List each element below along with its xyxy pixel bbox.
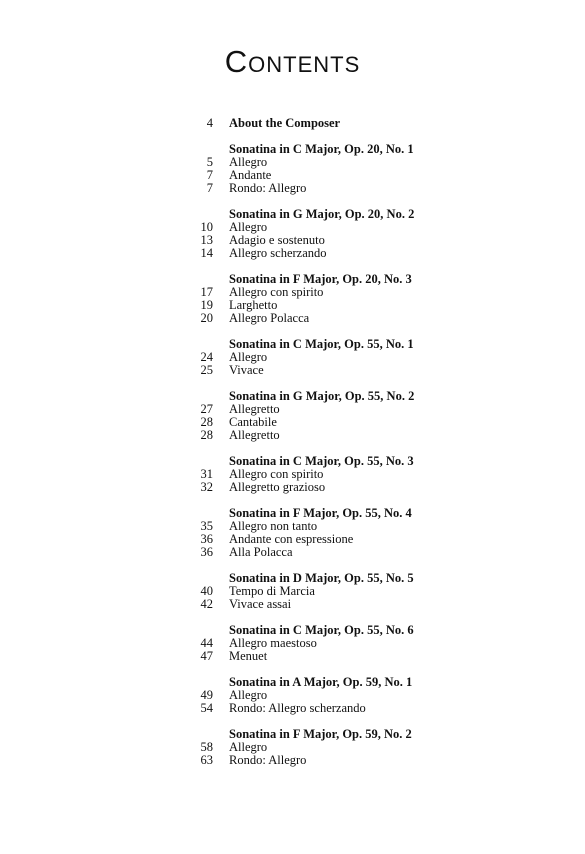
page-number: 27 bbox=[200, 402, 213, 416]
movement-title: Allegro bbox=[229, 220, 268, 234]
page-number: 49 bbox=[200, 688, 213, 702]
movement-title: Vivace assai bbox=[229, 597, 292, 611]
movement-title: Allegro bbox=[229, 740, 268, 754]
section-title: About the Composer bbox=[229, 116, 341, 130]
section-title: Sonatina in C Major, Op. 55, No. 6 bbox=[229, 623, 414, 637]
section-title: Sonatina in D Major, Op. 55, No. 5 bbox=[229, 571, 414, 585]
page-number: 44 bbox=[200, 636, 213, 650]
page-number: 28 bbox=[200, 415, 213, 429]
page-number: 7 bbox=[206, 181, 213, 195]
section-title: Sonatina in F Major, Op. 55, No. 4 bbox=[229, 506, 412, 520]
movement-title: Adagio e sostenuto bbox=[229, 233, 325, 247]
movement-title: Vivace bbox=[229, 363, 264, 377]
page-number: 14 bbox=[200, 246, 213, 260]
toc-entry bbox=[0, 402, 585, 416]
page-number: 47 bbox=[200, 649, 213, 663]
toc-section-heading bbox=[0, 727, 585, 741]
page-number: 10 bbox=[200, 220, 213, 234]
page-number: 63 bbox=[200, 753, 213, 767]
movement-title: Allegro bbox=[229, 155, 268, 169]
movement-title: Rondo: Allegro bbox=[229, 181, 307, 195]
toc-entry bbox=[0, 532, 585, 546]
movement-title: Cantabile bbox=[229, 415, 277, 429]
toc-section-heading bbox=[0, 116, 585, 130]
movement-title: Allegretto bbox=[229, 402, 280, 416]
toc-entry bbox=[0, 753, 585, 767]
toc-entry bbox=[0, 311, 585, 325]
movement-title: Allegro bbox=[229, 688, 268, 702]
toc-entry bbox=[0, 480, 585, 494]
toc-entry bbox=[0, 415, 585, 429]
movement-title: Allegro maestoso bbox=[229, 636, 317, 650]
toc-entry bbox=[0, 233, 585, 247]
page-number: 36 bbox=[200, 545, 213, 559]
page-number: 58 bbox=[200, 740, 213, 754]
toc-section-heading bbox=[0, 675, 585, 689]
section-title: Sonatina in C Major, Op. 55, No. 3 bbox=[229, 454, 414, 468]
page-number: 40 bbox=[200, 584, 213, 598]
movement-title: Larghetto bbox=[229, 298, 278, 312]
section-title: Sonatina in F Major, Op. 59, No. 2 bbox=[229, 727, 412, 741]
movement-title: Tempo di Marcia bbox=[229, 584, 315, 598]
page-number: 54 bbox=[200, 701, 213, 715]
movement-title: Rondo: Allegro scherzando bbox=[229, 701, 366, 715]
page-title: Contents bbox=[224, 44, 361, 79]
movement-title: Allegro non tanto bbox=[229, 519, 318, 533]
movement-title: Allegro bbox=[229, 350, 268, 364]
page-number: 13 bbox=[200, 233, 213, 247]
toc-section-heading bbox=[0, 207, 585, 221]
movement-title: Allegro scherzando bbox=[229, 246, 327, 260]
page-number: 24 bbox=[200, 350, 213, 364]
page-number: 32 bbox=[200, 480, 213, 494]
toc-section-heading bbox=[0, 272, 585, 286]
page-number: 17 bbox=[200, 285, 213, 299]
page-number: 36 bbox=[200, 532, 213, 546]
toc-entry bbox=[0, 285, 585, 299]
toc-section-heading bbox=[0, 337, 585, 351]
page-number: 35 bbox=[200, 519, 213, 533]
section-title: Sonatina in F Major, Op. 20, No. 3 bbox=[229, 272, 412, 286]
movement-title: Allegro con spirito bbox=[229, 467, 324, 481]
section-title: Sonatina in G Major, Op. 55, No. 2 bbox=[229, 389, 415, 403]
toc-entry bbox=[0, 649, 585, 663]
toc-entry bbox=[0, 688, 585, 702]
toc-entry bbox=[0, 155, 585, 169]
page-number: 20 bbox=[200, 311, 213, 325]
toc-section-heading bbox=[0, 571, 585, 585]
toc-entry bbox=[0, 597, 585, 611]
toc-entry bbox=[0, 467, 585, 481]
toc-entry bbox=[0, 350, 585, 364]
toc-entry bbox=[0, 584, 585, 598]
toc-entry bbox=[0, 246, 585, 260]
toc-entry bbox=[0, 181, 585, 195]
toc-section-heading bbox=[0, 506, 585, 520]
page-number: 42 bbox=[200, 597, 213, 611]
toc-entry bbox=[0, 298, 585, 312]
section-title: Sonatina in C Major, Op. 55, No. 1 bbox=[229, 337, 414, 351]
toc-section-heading bbox=[0, 454, 585, 468]
page-number: 7 bbox=[206, 168, 213, 182]
toc-entry bbox=[0, 428, 585, 442]
section-title: Sonatina in C Major, Op. 20, No. 1 bbox=[229, 142, 414, 156]
toc-entry bbox=[0, 519, 585, 533]
section-title: Sonatina in G Major, Op. 20, No. 2 bbox=[229, 207, 415, 221]
page-number: 19 bbox=[200, 298, 213, 312]
movement-title: Menuet bbox=[229, 649, 268, 663]
toc-section-heading bbox=[0, 389, 585, 403]
page-number: 4 bbox=[206, 116, 213, 130]
page-number: 31 bbox=[200, 467, 213, 481]
toc-section-heading bbox=[0, 142, 585, 156]
movement-title: Andante bbox=[229, 168, 272, 182]
toc-entry bbox=[0, 636, 585, 650]
movement-title: Alla Polacca bbox=[229, 545, 293, 559]
toc-entry bbox=[0, 168, 585, 182]
page-number: 28 bbox=[200, 428, 213, 442]
toc-section-heading bbox=[0, 623, 585, 637]
toc-entry bbox=[0, 220, 585, 234]
toc-entry bbox=[0, 740, 585, 754]
movement-title: Allegretto grazioso bbox=[229, 480, 326, 494]
movement-title: Allegro Polacca bbox=[229, 311, 310, 325]
movement-title: Allegretto bbox=[229, 428, 280, 442]
section-title: Sonatina in A Major, Op. 59, No. 1 bbox=[229, 675, 413, 689]
page-number: 5 bbox=[206, 155, 213, 169]
movement-title: Allegro con spirito bbox=[229, 285, 324, 299]
page-number: 25 bbox=[200, 363, 213, 377]
toc-entry bbox=[0, 701, 585, 715]
toc-entry bbox=[0, 363, 585, 377]
toc-entry bbox=[0, 545, 585, 559]
movement-title: Rondo: Allegro bbox=[229, 753, 307, 767]
movement-title: Andante con espressione bbox=[229, 532, 354, 546]
